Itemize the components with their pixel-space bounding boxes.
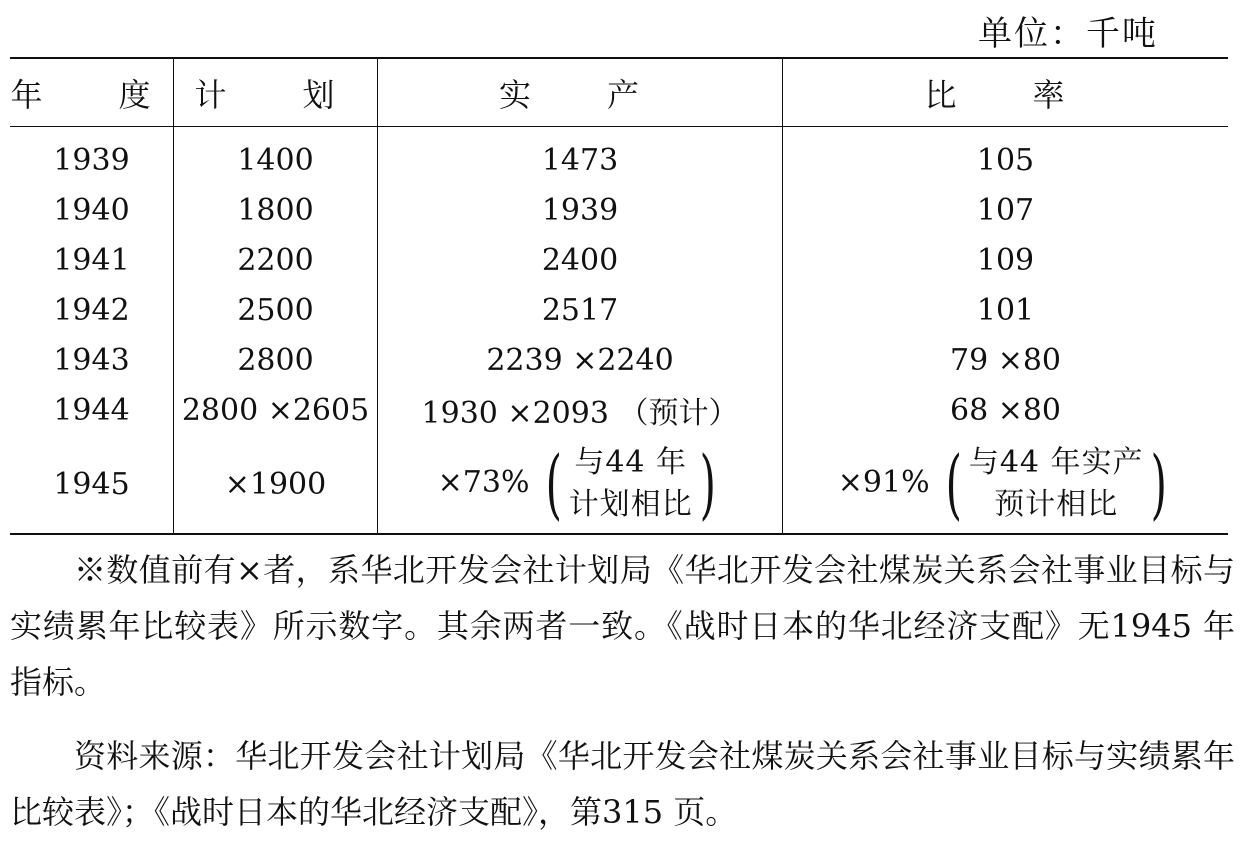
- source-note: [10, 728, 1235, 840]
- cell-year: 1945: [53, 466, 130, 502]
- cell-actual: 2239 ×2240: [378, 335, 783, 385]
- cell-ratio: 79 ×80: [783, 335, 1229, 385]
- note-line: 预计相比: [994, 487, 1119, 522]
- right-paren: ): [699, 439, 716, 528]
- footnote: [10, 542, 1235, 710]
- unit-label: 单位：千吨: [978, 14, 1158, 54]
- cell-actual: 2400: [378, 235, 783, 285]
- cell-ratio: 105: [783, 127, 1229, 186]
- cell-plan: 2500: [174, 285, 378, 335]
- table-row: [10, 235, 1228, 285]
- source-text: 资料来源：华北开发会社计划局《华北开发会社煤炭关系会社事业目标与实绩累年比较表》；《战时日本的华北经济支配》，第315 页。: [10, 737, 1235, 831]
- left-paren: (: [945, 439, 963, 528]
- footnote-text: ※数值前有×者，系华北开发会社计划局《华北开发会社煤炭关系会社事业目标与实绩累年比较表》所示数字。其余两者一致。《战时日本的华北经济支配》无1945 年指标。: [10, 551, 1235, 701]
- cell-actual: 2517: [378, 285, 783, 335]
- cell-year: 1941: [53, 242, 130, 278]
- header-actual: 实 产: [378, 58, 783, 127]
- table-row: [10, 285, 1228, 335]
- table-header-row: [10, 58, 1228, 127]
- cell-year: 1942: [53, 292, 130, 328]
- cell-actual: 1930 ×2093 （预计）: [378, 385, 783, 435]
- cell-ratio: 68 ×80: [783, 385, 1229, 435]
- cell-actual: 1473: [378, 127, 783, 186]
- table-row: [10, 335, 1228, 385]
- cell-plan: 2800 ×2605: [174, 385, 378, 435]
- table-row: [10, 127, 1228, 186]
- table-row: [10, 435, 1228, 534]
- cell-actual: 1939: [378, 185, 783, 235]
- cell-ratio: 101: [783, 285, 1229, 335]
- cell-year: 1940: [53, 192, 130, 228]
- cell-ratio: 109: [783, 235, 1229, 285]
- cell-ratio: 107: [783, 185, 1229, 235]
- parenthetical-note: [539, 439, 722, 528]
- cell-year: 1944: [53, 392, 130, 428]
- header-ratio: 比 率: [783, 58, 1229, 127]
- note-line: 计划相比: [568, 487, 693, 522]
- left-paren: (: [545, 439, 563, 528]
- cell-year: 1943: [53, 342, 130, 378]
- cell-plan: 2800: [174, 335, 378, 385]
- coal-production-table: [10, 57, 1228, 535]
- header-year: 年 度: [10, 58, 174, 127]
- note-line: 与44 年: [574, 445, 688, 480]
- cell-ratio: [783, 435, 1229, 534]
- cell-plan: 2200: [174, 235, 378, 285]
- actual-prefix: ×73%: [437, 465, 530, 500]
- cell-plan: ×1900: [174, 435, 378, 534]
- right-paren: ): [1150, 439, 1167, 528]
- note-line: 与44 年实产: [968, 445, 1144, 480]
- ratio-prefix: ×91%: [837, 465, 930, 500]
- cell-plan: 1800: [174, 185, 378, 235]
- cell-actual: [378, 435, 783, 534]
- parenthetical-note: [939, 439, 1173, 528]
- cell-plan: 1400: [174, 127, 378, 186]
- cell-year: 1939: [53, 142, 130, 178]
- table-row: [10, 385, 1228, 435]
- table-row: [10, 185, 1228, 235]
- header-plan: 计 划: [174, 58, 378, 127]
